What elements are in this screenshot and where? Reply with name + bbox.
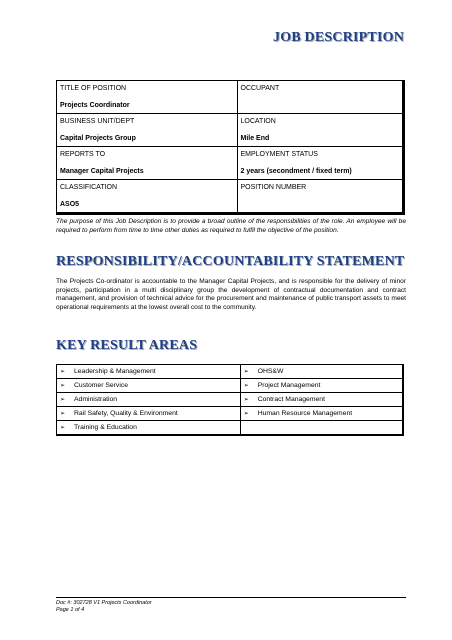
responsibility-heading: RESPONSIBILITY/ACCOUNTABILITY STATEMENT xyxy=(56,254,405,269)
kra-cell xyxy=(57,421,241,436)
field-label: BUSINESS UNIT/DEPT xyxy=(60,118,135,125)
title-of-position-cell xyxy=(57,81,238,114)
arrow-bullet-icon: ➢ xyxy=(60,424,66,431)
kra-cell xyxy=(57,407,241,421)
table-row xyxy=(57,180,404,214)
table-row xyxy=(57,393,404,407)
kra-cell-empty xyxy=(240,421,403,436)
kra-cell xyxy=(240,379,403,393)
arrow-bullet-icon: ➢ xyxy=(243,396,249,403)
location-cell xyxy=(237,114,404,147)
kra-item: Rail Safety, Quality & Environment xyxy=(74,409,178,417)
document-title: JOB DESCRIPTION xyxy=(273,30,404,45)
arrow-bullet-icon: ➢ xyxy=(243,410,249,417)
kra-cell xyxy=(240,365,403,379)
field-value: Capital Projects Group xyxy=(60,135,136,142)
table-row xyxy=(57,81,404,114)
kra-item: Project Management xyxy=(257,381,321,389)
arrow-bullet-icon: ➢ xyxy=(60,410,66,417)
field-value: Manager Capital Projects xyxy=(60,168,144,175)
position-info-table xyxy=(56,80,405,215)
field-value: 2 years (secondment / fixed term) xyxy=(240,168,352,175)
kra-cell xyxy=(57,365,241,379)
field-label: LOCATION xyxy=(240,118,276,125)
field-value: Projects Coordinator xyxy=(60,102,130,109)
kra-item: Leadership & Management xyxy=(74,367,156,375)
kra-item: Human Resource Management xyxy=(257,409,353,417)
classification-cell xyxy=(57,180,238,214)
position-number-cell xyxy=(237,180,404,214)
reports-to-cell xyxy=(57,147,238,180)
arrow-bullet-icon: ➢ xyxy=(243,382,249,389)
field-value: Mile End xyxy=(240,135,270,142)
table-row xyxy=(57,365,404,379)
purpose-statement: The purpose of this Job Description is to provide a broad outline of the responsibilities of the role. An employee will be required to perform from time to time other duties as required to fulfil the objective of the position. xyxy=(56,218,406,234)
arrow-bullet-icon: ➢ xyxy=(60,396,66,403)
kra-item: OHS&W xyxy=(257,367,284,375)
table-row xyxy=(57,421,404,436)
table-row xyxy=(57,114,404,147)
kra-cell xyxy=(240,407,403,421)
kra-cell xyxy=(57,379,241,393)
field-value: ASO5 xyxy=(60,201,80,208)
field-label: REPORTS TO xyxy=(60,151,106,158)
arrow-bullet-icon: ➢ xyxy=(243,368,249,375)
footer-divider xyxy=(56,597,406,598)
kra-item: Administration xyxy=(74,395,118,403)
kra-cell xyxy=(240,393,403,407)
field-label: EMPLOYMENT STATUS xyxy=(240,151,318,158)
occupant-cell xyxy=(237,81,404,114)
employment-status-cell xyxy=(237,147,404,180)
key-result-areas-table xyxy=(56,364,404,436)
field-label: TITLE OF POSITION xyxy=(60,85,127,92)
field-label: CLASSIFICATION xyxy=(60,184,118,191)
business-unit-cell xyxy=(57,114,238,147)
field-label: OCCUPANT xyxy=(240,85,280,92)
footer-doc-number: Doc #: 302728 V1 Projects Coordinator xyxy=(56,600,152,606)
table-row xyxy=(57,379,404,393)
kra-cell xyxy=(57,393,241,407)
kra-item: Training & Education xyxy=(74,423,137,431)
arrow-bullet-icon: ➢ xyxy=(60,368,66,375)
kra-item: Contract Management xyxy=(257,395,325,403)
table-row xyxy=(57,407,404,421)
key-result-areas-heading: KEY RESULT AREAS xyxy=(56,338,198,353)
arrow-bullet-icon: ➢ xyxy=(60,382,66,389)
kra-item: Customer Service xyxy=(74,381,129,389)
table-row xyxy=(57,147,404,180)
field-label: POSITION NUMBER xyxy=(240,184,307,191)
footer xyxy=(56,600,152,614)
responsibility-body: The Projects Co-ordinator is accountable to the Manager Capital Projects, and is responsible for the delivery of minor projects, participation in a multi disciplinary group the development of contractual documentation and contract management, and provision of technical advice for the procurement and maintenance of public transport assets to meet operational requirements at the lowest overall cost to the community. xyxy=(56,278,406,311)
footer-page-number: Page 1 of 4 xyxy=(56,607,85,613)
